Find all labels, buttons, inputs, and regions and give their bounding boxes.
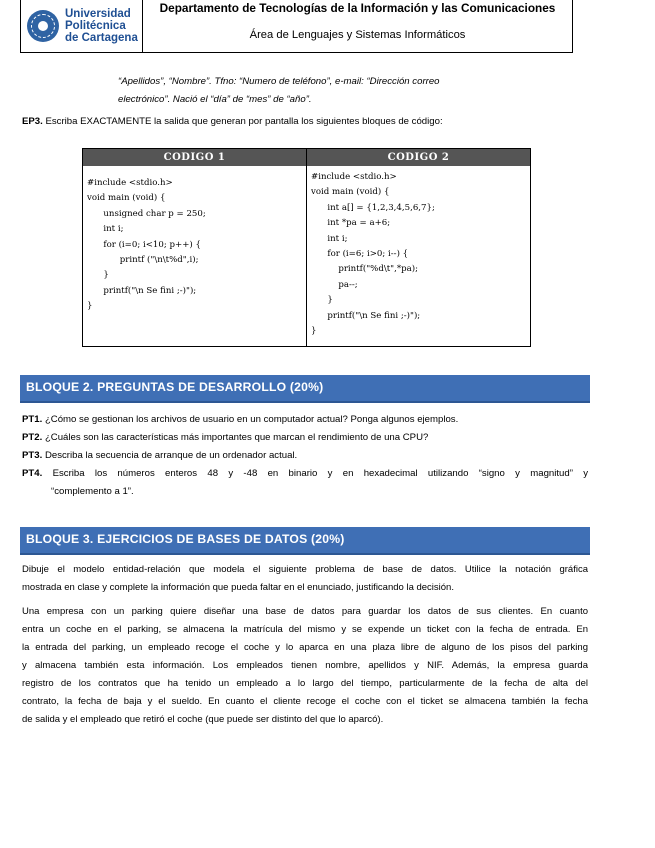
- section-bar-bloque-3: [20, 527, 590, 555]
- intro-line-2: electrónico”. Nació el “día” de “mes” de “año”.: [118, 94, 312, 105]
- section-title: BLOQUE 2. PREGUNTAS DE DESARROLLO (20%): [26, 380, 324, 394]
- text-line: y almacena también esta información. Los empleados tienen nombre, apellidos y NIF. Además, la empresa guarda: [22, 660, 588, 671]
- text-line: registro de los contratos que ha tenido un empleado a lo largo del tiempo, particularmente de la fecha de alta del: [22, 678, 588, 689]
- text-line: la entrada del parking, un empleado recoge el coche y lo aparca en una plaza libre de alguno de los pisos del parking: [22, 642, 588, 653]
- text-line: contrato, la fecha de baja y el sueldo. En cuanto el cliente recoge el coche con el ticket se almacena también la fecha: [22, 696, 588, 707]
- question-ep3: [22, 113, 443, 130]
- paragraph-instructions: [22, 561, 588, 597]
- question-label: PT4.: [22, 468, 43, 479]
- intro-line-1: “Apellidos”, “Nombre”. Tfno: “Numero de teléfono”, e-mail: “Dirección correo: [118, 76, 440, 87]
- question-label: PT3.: [22, 450, 43, 461]
- question-text: Describa la secuencia de arranque de un ordenador actual.: [44, 450, 298, 461]
- question-label: PT2.: [22, 432, 43, 443]
- code-column-2: [306, 149, 530, 346]
- document-header: [20, 0, 573, 53]
- logo-line-2: Politécnica: [65, 20, 126, 32]
- header-titles: [143, 0, 572, 52]
- question-text: Escriba los números enteros 48 y -48 en binario y en hexadecimal utilizando “signo y magnitud” y: [52, 468, 589, 479]
- code-block-2: #include <stdio.h> void main (void) { int a[] = {1,2,3,4,5,6,7}; int *pa = a+6; int i; for (i=6; i>0; i--) { printf("%d\t",*pa); pa--; } printf("\n Se fini ;-)"); }: [311, 172, 435, 337]
- logo-line-1: Universidad: [65, 8, 131, 20]
- text-line: de salida y el empleado que retiró el coche (que puede ser distinto del que lo aparcó).: [22, 714, 384, 725]
- university-name: [65, 8, 138, 44]
- university-seal-icon: [27, 10, 59, 42]
- code-header-2: CODIGO 2: [307, 149, 530, 166]
- section-title: BLOQUE 3. EJERCICIOS DE BASES DE DATOS (20%): [26, 532, 345, 546]
- logo-line-3: de Cartagena: [65, 32, 138, 44]
- code-column-1: [83, 149, 306, 346]
- code-header-1: CODIGO 1: [83, 149, 306, 166]
- text-line: Una empresa con un parking quiere diseñar una base de datos para guardar los datos de sus clientes. En cuanto: [22, 606, 588, 617]
- text-line: Dibuje el modelo entidad-relación que modela el siguiente problema de base de datos. Utilice la notación gráfica: [22, 564, 588, 575]
- university-logo: [21, 0, 143, 52]
- question-text: ¿Cómo se gestionan los archivos de usuario en un computador actual? Ponga algunos ejemplos.: [44, 414, 459, 425]
- question-label: PT1.: [22, 414, 43, 425]
- text-line: entra un coche en el parking, se almacena la matrícula del mismo y se expende un ticket con la fecha de entrada. En: [22, 624, 588, 635]
- text-line: mostrada en clase y complete la información que pueda faltar en el enunciado, justificando la decisión.: [22, 582, 454, 593]
- question-pt4-continued: “complemento a 1”.: [51, 486, 134, 497]
- question-pt4: [22, 465, 588, 482]
- code-block-1: #include <stdio.h> void main (void) { unsigned char p = 250; int i; for (i=0; i<10; p++) { printf ("\n\t%d",i); } printf("\n Se fini ;-)"); }: [87, 178, 206, 312]
- question-pt1: [22, 411, 458, 428]
- question-pt2: [22, 429, 428, 446]
- question-label: EP3.: [22, 116, 43, 127]
- section-bar-bloque-2: [20, 375, 590, 403]
- code-table: [82, 148, 531, 347]
- question-text: ¿Cuáles son las características más importantes que marcan el rendimiento de una CPU?: [44, 432, 429, 443]
- paragraph-problem: [22, 603, 588, 729]
- question-pt3: [22, 447, 297, 464]
- department-title: Departamento de Tecnologías de la Información y las Comunicaciones: [159, 1, 556, 15]
- area-subtitle: Área de Lenguajes y Sistemas Informáticos: [249, 29, 466, 41]
- question-text: Escriba EXACTAMENTE la salida que generan por pantalla los siguientes bloques de código:: [45, 116, 443, 127]
